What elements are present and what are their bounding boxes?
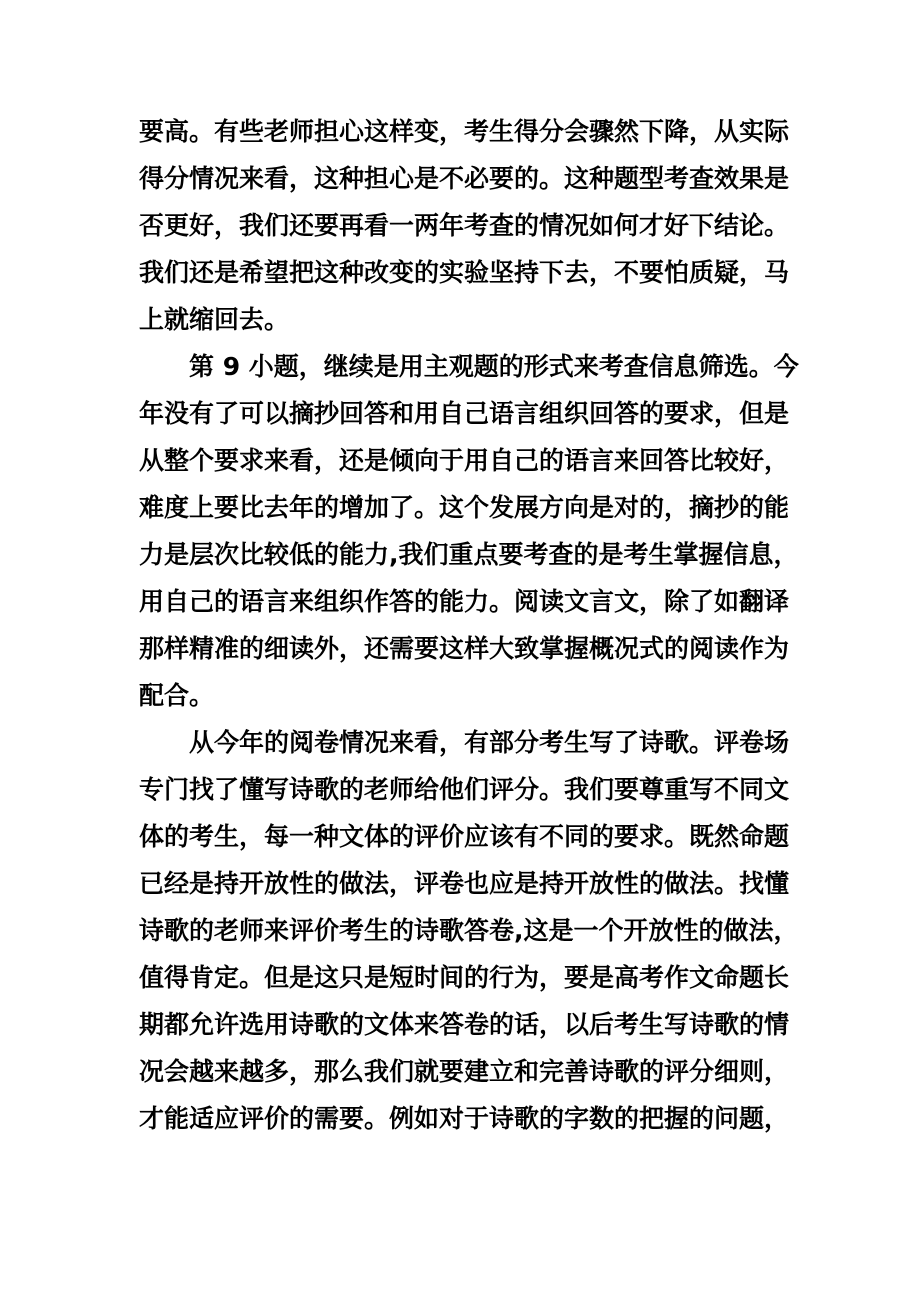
text-line: 用自己的语言来组织作答的能力。阅读文言文，除了如翻译 xyxy=(139,587,790,616)
text-line: 况会越来越多，那么我们就要建立和完善诗歌的评分细则， xyxy=(139,1057,790,1086)
text-line: 从今年的阅卷情况来看，有部分考生写了诗歌。评卷场 xyxy=(189,728,790,757)
text-line: 已经是持开放性的做法，评卷也应是持开放性的做法。找懂 xyxy=(139,869,790,898)
text-line: 上就缩回去。 xyxy=(139,305,290,334)
text-line: 诗歌的老师来评价考生的诗歌答卷,这是一个开放性的做法， xyxy=(139,916,799,945)
paragraph-3 xyxy=(139,719,799,1142)
paragraph-2 xyxy=(139,343,799,719)
text-line: 我们还是希望把这种改变的实验坚持下去，不要怕质疑，马 xyxy=(139,258,790,287)
text-line: 否更好，我们还要再看一两年考查的情况如何才好下结论。 xyxy=(139,211,790,240)
text-line: 得分情况来看，这种担心是不必要的。这种题型考查效果是 xyxy=(139,164,790,193)
text-line: 专门找了懂写诗歌的老师给他们评分。我们要尊重写不同文 xyxy=(139,775,790,804)
document-body xyxy=(139,108,799,1142)
text-line: 才能适应评价的需要。例如对于诗歌的字数的把握的问题， xyxy=(139,1104,790,1133)
text-line: 期都允许选用诗歌的文体来答卷的话，以后考生写诗歌的情 xyxy=(139,1010,790,1039)
text-line: 要高。有些老师担心这样变，考生得分会骤然下降，从实际 xyxy=(139,117,790,146)
text-line: 值得肯定。但是这只是短时间的行为，要是高考作文命题长 xyxy=(139,963,790,992)
text-line: 年没有了可以摘抄回答和用自己语言组织回答的要求，但是 xyxy=(139,399,790,428)
text-line: 力是层次比较低的能力,我们重点要考查的是考生掌握信息， xyxy=(139,540,799,569)
text-line: 那样精准的细读外，还需要这样大致掌握概况式的阅读作为 xyxy=(139,634,790,663)
text-line: 配合。 xyxy=(139,681,215,710)
text-line: 第 9 小题，继续是用主观题的形式来考查信息筛选。今 xyxy=(189,352,799,381)
paragraph-1 xyxy=(139,108,790,343)
text-line: 从整个要求来看，还是倾向于用自己的语言来回答比较好， xyxy=(139,446,790,475)
text-line: 体的考生，每一种文体的评价应该有不同的要求。既然命题 xyxy=(139,822,790,851)
text-line: 难度上要比去年的增加了。这个发展方向是对的，摘抄的能 xyxy=(139,493,790,522)
